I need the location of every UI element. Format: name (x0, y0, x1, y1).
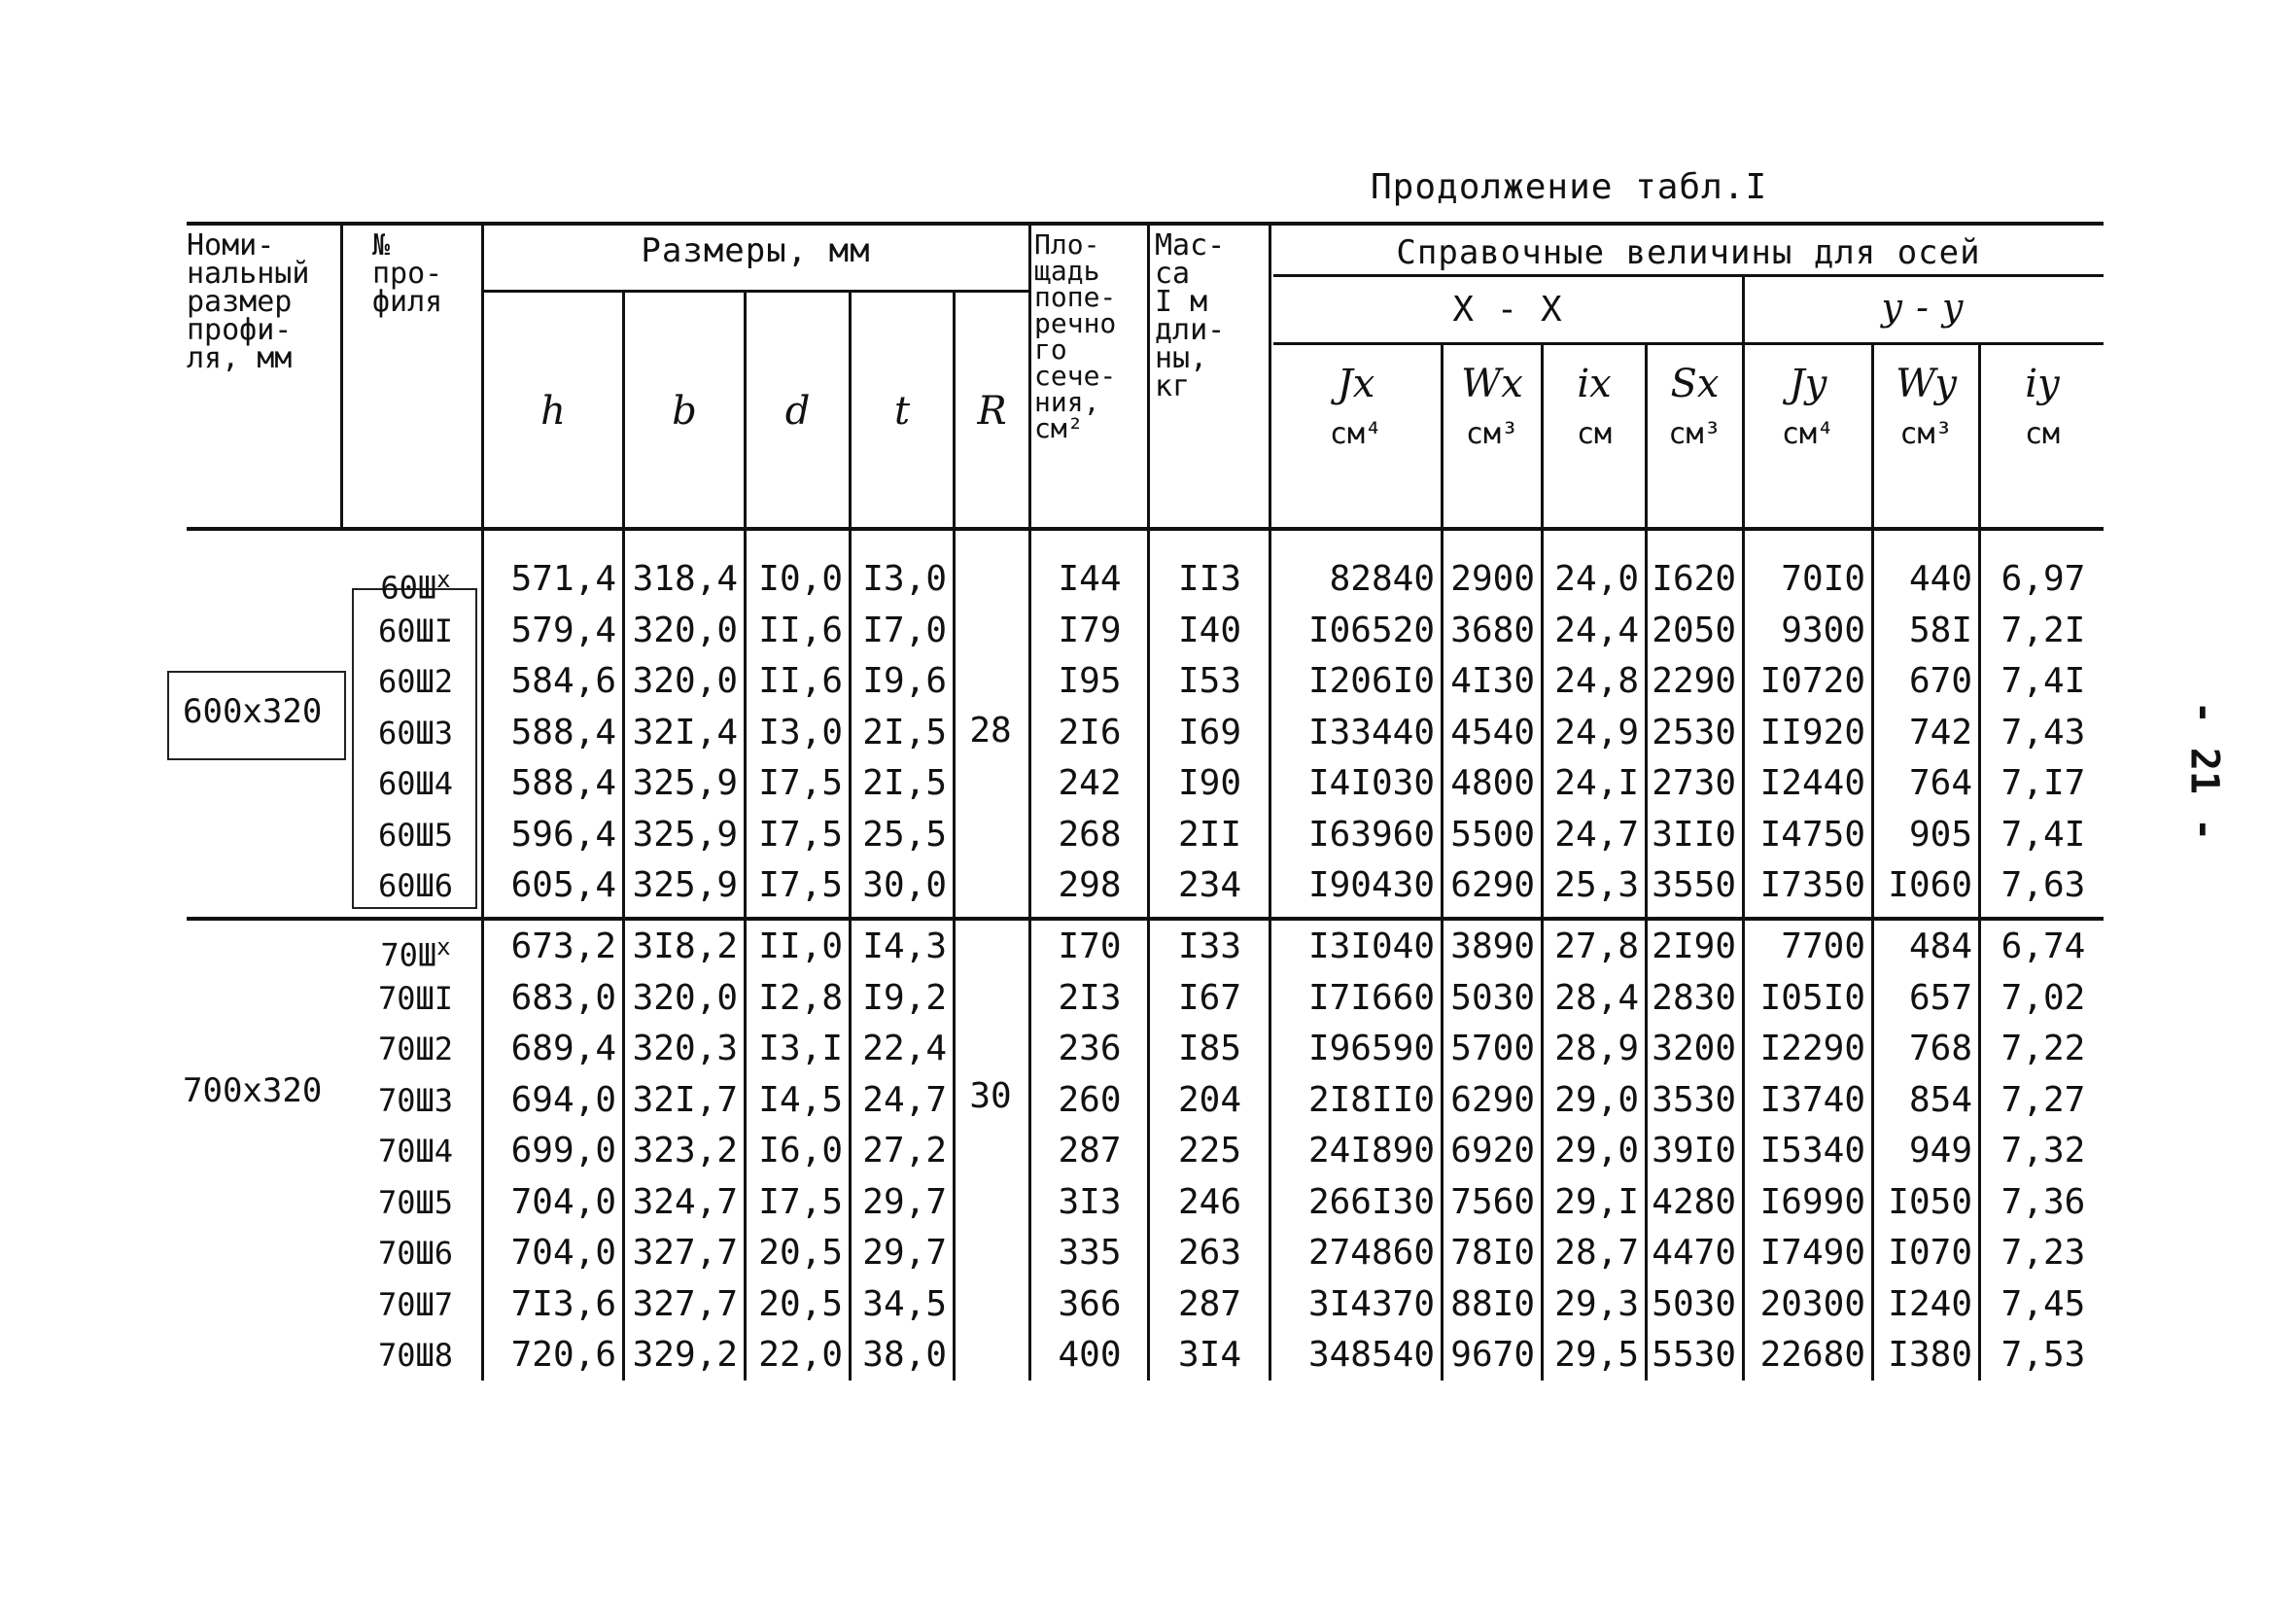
header-bottom-rule (187, 527, 2104, 531)
cell-wx: 5500 (1450, 814, 1535, 855)
cell-wy: 58I (1908, 610, 1972, 650)
cell-iy: 7,32 (2000, 1131, 2086, 1171)
cell-wx: 3890 (1450, 926, 1535, 966)
cell-h: 704,0 (510, 1233, 616, 1273)
cell-ix: 28,9 (1554, 1029, 1639, 1068)
table-row (0, 1024, 2296, 1074)
cell-h: 683,0 (510, 977, 616, 1018)
cell-sx: 3530 (1652, 1079, 1736, 1120)
cell-b: 323,2 (632, 1131, 738, 1171)
cell-b: 329,2 (632, 1335, 738, 1375)
header-dimensions: Размеры, мм (641, 231, 871, 270)
cell-d: I3,I (758, 1029, 843, 1068)
cell-sx: 5030 (1652, 1283, 1736, 1324)
cell-area: I95 (1058, 661, 1122, 701)
cell-jx: I4I030 (1307, 763, 1435, 803)
reference-subheader-rule (1273, 274, 2104, 277)
cell-b: 327,7 (632, 1233, 738, 1273)
cell-profile: 60Ш2 (377, 663, 454, 700)
cell-iy: 7,36 (2000, 1181, 2086, 1222)
cell-sx: 5530 (1652, 1335, 1736, 1375)
cell-wy: 657 (1908, 977, 1972, 1018)
cell-wx: 4800 (1450, 763, 1535, 803)
cell-wy: I060 (1888, 865, 1972, 905)
cell-wy: 440 (1908, 559, 1972, 599)
table-row (0, 922, 2296, 972)
cell-ix: 25,3 (1554, 865, 1639, 905)
cell-profile: 70Ш2 (377, 1031, 454, 1067)
cell-ix: 28,4 (1554, 977, 1639, 1018)
cell-wx: 4I30 (1450, 661, 1535, 701)
header-h: h (540, 389, 566, 434)
table-row (0, 758, 2296, 809)
cell-d: I7,5 (758, 763, 843, 803)
header-b: b (672, 389, 697, 434)
cell-jy: 7700 (1781, 926, 1865, 966)
table-row (0, 656, 2296, 707)
cell-profile: 60Ш3 (377, 714, 454, 752)
cell-h: 689,4 (510, 1029, 616, 1068)
group-nominal-700: 700x320 (183, 1071, 323, 1110)
cell-wx: 3680 (1450, 610, 1535, 650)
cell-ix: 29,I (1554, 1181, 1639, 1222)
cell-area: 260 (1058, 1079, 1122, 1120)
cell-sx: 39I0 (1652, 1131, 1736, 1171)
cell-wx: 9670 (1450, 1335, 1535, 1375)
cell-b: 324,7 (632, 1181, 738, 1222)
cell-jy: I2290 (1759, 1029, 1865, 1068)
table-row (0, 1228, 2296, 1278)
header-profile-number: № про- филя (372, 228, 443, 319)
cell-h: 720,6 (510, 1335, 616, 1375)
cell-t: 27,2 (862, 1131, 947, 1171)
cell-jy: 22680 (1759, 1335, 1865, 1375)
cell-ix: 29,5 (1554, 1335, 1639, 1375)
profile-superscript: x (436, 566, 451, 593)
cell-wx: 78I0 (1450, 1233, 1535, 1273)
cell-t: I3,0 (862, 559, 947, 599)
cell-mass: 225 (1177, 1131, 1242, 1171)
cell-jy: I05I0 (1759, 977, 1865, 1018)
table-row (0, 606, 2296, 656)
cell-b: 3I8,2 (632, 926, 738, 966)
header-wy: Wy (1896, 362, 1957, 406)
table-row (0, 708, 2296, 758)
cell-jx: 24I890 (1307, 1131, 1435, 1171)
cell-wx: 88I0 (1450, 1283, 1535, 1324)
cell-jy: I7490 (1759, 1233, 1865, 1273)
cell-area: 366 (1058, 1283, 1122, 1324)
cell-mass: 3I4 (1177, 1335, 1242, 1375)
cell-area: 3I3 (1058, 1181, 1122, 1222)
cell-t: 38,0 (862, 1335, 947, 1375)
cell-wx: 2900 (1450, 559, 1535, 599)
cell-jx: 3I4370 (1307, 1283, 1435, 1324)
cell-b: 320,0 (632, 661, 738, 701)
cell-b: 320,3 (632, 1029, 738, 1068)
cell-h: 596,4 (510, 814, 616, 855)
cell-mass: 204 (1177, 1079, 1242, 1120)
cell-jy: I4750 (1759, 814, 1865, 855)
cell-b: 318,4 (632, 559, 738, 599)
cell-area: 242 (1058, 763, 1122, 803)
cell-sx: 3II0 (1652, 814, 1736, 855)
cell-t: I9,6 (862, 661, 947, 701)
group-r-600: 28 (969, 711, 1012, 751)
cell-d: I4,5 (758, 1079, 843, 1120)
cell-wx: 5700 (1450, 1029, 1535, 1068)
header-axis-x: X - X (1452, 290, 1563, 330)
cell-area: 2I3 (1058, 977, 1122, 1018)
cell-jx: 266I30 (1307, 1181, 1435, 1222)
cell-jy: 70I0 (1781, 559, 1865, 599)
unit-iy: см (2024, 417, 2061, 451)
cell-jx: I96590 (1307, 1029, 1435, 1068)
cell-jx: I7I660 (1307, 977, 1435, 1018)
cell-h: 605,4 (510, 865, 616, 905)
cell-mass: I53 (1177, 661, 1242, 701)
cell-profile: 70Ш3 (377, 1081, 454, 1119)
cell-h: 588,4 (510, 763, 616, 803)
cell-jx: I90430 (1307, 865, 1435, 905)
cell-iy: 7,23 (2000, 1233, 2086, 1273)
cell-ix: 24,4 (1554, 610, 1639, 650)
cell-wx: 6290 (1450, 1079, 1535, 1120)
unit-wy: см³ (1899, 417, 1953, 451)
header-wx: Wx (1461, 362, 1523, 406)
cell-wy: 742 (1908, 712, 1972, 752)
cell-mass: I90 (1177, 763, 1242, 803)
cell-b: 32I,7 (632, 1079, 738, 1120)
cell-area: 287 (1058, 1131, 1122, 1171)
cell-b: 320,0 (632, 977, 738, 1018)
cell-wy: I070 (1888, 1233, 1972, 1273)
cell-h: 694,0 (510, 1079, 616, 1120)
cell-h: 588,4 (510, 712, 616, 752)
cell-sx: 2830 (1652, 977, 1736, 1018)
cell-sx: 2I90 (1652, 926, 1736, 966)
cell-iy: 7,63 (2000, 865, 2086, 905)
cell-wy: I240 (1888, 1283, 1972, 1324)
cell-jx: I63960 (1307, 814, 1435, 855)
cell-profile: $70Ш^x$ (380, 933, 451, 974)
cell-area: 298 (1058, 865, 1122, 905)
cell-t: 30,0 (862, 865, 947, 905)
cell-area: I44 (1058, 559, 1122, 599)
unit-jy: см⁴ (1781, 417, 1835, 451)
cell-d: I0,0 (758, 559, 843, 599)
cell-jx: 82840 (1329, 559, 1435, 599)
cell-d: 20,5 (758, 1233, 843, 1273)
cell-profile: 60Ш5 (377, 816, 454, 854)
cell-ix: 29,0 (1554, 1079, 1639, 1120)
cell-ix: 28,7 (1554, 1233, 1639, 1273)
cell-jx: 274860 (1307, 1233, 1435, 1273)
table-row (0, 1126, 2296, 1176)
header-t: t (893, 389, 911, 434)
cell-mass: I69 (1177, 712, 1242, 752)
cell-h: 579,4 (510, 610, 616, 650)
cell-area: I79 (1058, 610, 1122, 650)
header-ix: ix (1577, 362, 1612, 406)
cell-ix: 24,9 (1554, 712, 1639, 752)
cell-ix: 24,8 (1554, 661, 1639, 701)
table-row (0, 1177, 2296, 1228)
unit-sx: см³ (1668, 417, 1722, 451)
header-axis-y: y - y (1881, 286, 1965, 329)
cell-profile: 60Ш6 (377, 867, 454, 904)
cell-iy: 6,97 (2000, 559, 2086, 599)
cell-jy: II920 (1759, 712, 1865, 752)
cell-wy: 949 (1908, 1131, 1972, 1171)
cell-profile: 70Ш8 (377, 1337, 454, 1374)
table-caption: Продолжение табл.I (1371, 167, 1768, 207)
cell-mass: I33 (1177, 926, 1242, 966)
cell-sx: 2290 (1652, 661, 1736, 701)
header-d: d (784, 389, 811, 434)
cell-d: I7,5 (758, 865, 843, 905)
cell-h: 584,6 (510, 661, 616, 701)
cell-d: II,0 (758, 926, 843, 966)
group-r-700: 30 (969, 1076, 1012, 1116)
header-nominal-size: Номи- нальный размер профи- ля, мм (187, 228, 310, 375)
header-iy: iy (2025, 362, 2060, 406)
cell-iy: 7,53 (2000, 1335, 2086, 1375)
cell-area: I70 (1058, 926, 1122, 966)
cell-t: 25,5 (862, 814, 947, 855)
unit-jx: см⁴ (1329, 417, 1383, 451)
cell-iy: 7,02 (2000, 977, 2086, 1018)
cell-iy: 7,27 (2000, 1079, 2086, 1120)
cell-jx: I33440 (1307, 712, 1435, 752)
table-row (0, 1075, 2296, 1126)
table-row (0, 810, 2296, 860)
header-r: R (977, 389, 1007, 434)
cell-iy: 7,2I (2000, 610, 2086, 650)
cell-profile: 70Ш5 (377, 1183, 454, 1221)
cell-b: 325,9 (632, 865, 738, 905)
cell-t: 24,7 (862, 1079, 947, 1120)
cell-area: 2I6 (1058, 712, 1122, 752)
cell-sx: 3200 (1652, 1029, 1736, 1068)
cell-iy: 6,74 (2000, 926, 2086, 966)
cell-d: I2,8 (758, 977, 843, 1018)
cell-wx: 5030 (1450, 977, 1535, 1018)
unit-wx: см³ (1465, 417, 1519, 451)
cell-b: 320,0 (632, 610, 738, 650)
cell-sx: 2530 (1652, 712, 1736, 752)
cell-profile: 70ШI (377, 979, 454, 1017)
header-mass: Мас- са I м дли- ны, кг (1155, 228, 1226, 403)
cell-d: I3,0 (758, 712, 843, 752)
cell-h: 673,2 (510, 926, 616, 966)
cell-profile: $60Ш^x$ (380, 566, 451, 607)
group-nominal-600: 600x320 (183, 692, 323, 731)
cell-jy: I2440 (1759, 763, 1865, 803)
cell-profile: 60ШI (377, 612, 454, 649)
table-row (0, 1279, 2296, 1330)
cell-area: 236 (1058, 1029, 1122, 1068)
table-row (0, 973, 2296, 1024)
header-jy: Jy (1789, 362, 1827, 406)
table-row (0, 554, 2296, 605)
cell-wy: 670 (1908, 661, 1972, 701)
cell-ix: 24,0 (1554, 559, 1639, 599)
cell-jy: I3740 (1759, 1079, 1865, 1120)
cell-iy: 7,4I (2000, 661, 2086, 701)
cell-area: 400 (1058, 1335, 1122, 1375)
header-reference-values: Справочные величины для осей (1396, 233, 1981, 272)
cell-t: 22,4 (862, 1029, 947, 1068)
cell-ix: 29,0 (1554, 1131, 1639, 1171)
cell-wx: 4540 (1450, 712, 1535, 752)
cell-wy: I050 (1888, 1181, 1972, 1222)
cell-ix: 27,8 (1554, 926, 1639, 966)
unit-ix: см (1576, 417, 1613, 451)
cell-iy: 7,22 (2000, 1029, 2086, 1068)
cell-jx: 348540 (1307, 1335, 1435, 1375)
cell-iy: 7,45 (2000, 1283, 2086, 1324)
cell-t: I9,2 (862, 977, 947, 1018)
cell-wy: 854 (1908, 1079, 1972, 1120)
cell-mass: 234 (1177, 865, 1242, 905)
cell-jy: I7350 (1759, 865, 1865, 905)
cell-mass: 287 (1177, 1283, 1242, 1324)
group-separator-rule (187, 917, 2104, 921)
cell-t: 29,7 (862, 1233, 947, 1273)
cell-sx: 2050 (1652, 610, 1736, 650)
cell-wy: 484 (1908, 926, 1972, 966)
cell-t: 2I,5 (862, 712, 947, 752)
cell-mass: 2II (1177, 814, 1242, 855)
cell-profile: 70Ш7 (377, 1285, 454, 1323)
dims-subheader-rule (481, 290, 1030, 293)
cell-mass: I40 (1177, 610, 1242, 650)
cell-wy: 905 (1908, 814, 1972, 855)
cell-h: 571,4 (510, 559, 616, 599)
cell-iy: 7,43 (2000, 712, 2086, 752)
cell-sx: 3550 (1652, 865, 1736, 905)
table-row (0, 1330, 2296, 1381)
header-area: Пло- щадь попе- речно го сече- ния, см² (1034, 228, 1117, 444)
cell-h: 699,0 (510, 1131, 616, 1171)
cell-b: 327,7 (632, 1283, 738, 1324)
cell-b: 32I,4 (632, 712, 738, 752)
cell-sx: 4280 (1652, 1181, 1736, 1222)
header-sx: Sx (1670, 362, 1720, 406)
cell-ix: 24,7 (1554, 814, 1639, 855)
cell-wx: 6920 (1450, 1131, 1535, 1171)
cell-jx: I06520 (1307, 610, 1435, 650)
cell-ix: 24,I (1554, 763, 1639, 803)
cell-t: I7,0 (862, 610, 947, 650)
cell-area: 268 (1058, 814, 1122, 855)
col-rule (340, 222, 343, 529)
cell-profile: 70Ш6 (377, 1235, 454, 1272)
cell-iy: 7,I7 (2000, 763, 2086, 803)
cell-d: II,6 (758, 661, 843, 701)
cell-t: 34,5 (862, 1283, 947, 1324)
cell-d: I7,5 (758, 1181, 843, 1222)
profile-superscript: x (436, 933, 451, 961)
cell-d: II,6 (758, 610, 843, 650)
cell-wy: 764 (1908, 763, 1972, 803)
cell-t: 29,7 (862, 1181, 947, 1222)
cell-sx: 4470 (1652, 1233, 1736, 1273)
cell-h: 7I3,6 (510, 1283, 616, 1324)
cell-jy: 20300 (1759, 1283, 1865, 1324)
cell-mass: I85 (1177, 1029, 1242, 1068)
cell-ix: 29,3 (1554, 1283, 1639, 1324)
cell-sx: 2730 (1652, 763, 1736, 803)
cell-jx: I3I040 (1307, 926, 1435, 966)
cell-h: 704,0 (510, 1181, 616, 1222)
cell-area: 335 (1058, 1233, 1122, 1273)
cell-iy: 7,4I (2000, 814, 2086, 855)
cell-wy: 768 (1908, 1029, 1972, 1068)
cell-jx: I206I0 (1307, 661, 1435, 701)
page-number: - 21 - (2181, 700, 2227, 842)
cell-mass: II3 (1177, 559, 1242, 599)
cell-jy: I6990 (1759, 1181, 1865, 1222)
cell-wx: 7560 (1450, 1181, 1535, 1222)
cell-profile: 70Ш4 (377, 1133, 454, 1170)
cell-t: 2I,5 (862, 763, 947, 803)
header-jx: Jx (1337, 362, 1375, 406)
table-top-rule (187, 222, 2104, 226)
cell-jy: I0720 (1759, 661, 1865, 701)
cell-profile: 60Ш4 (377, 765, 454, 802)
cell-d: 20,5 (758, 1283, 843, 1324)
table-row (0, 860, 2296, 911)
cell-t: I4,3 (862, 926, 947, 966)
cell-b: 325,9 (632, 814, 738, 855)
cell-mass: 263 (1177, 1233, 1242, 1273)
cell-d: I7,5 (758, 814, 843, 855)
cell-jy: I5340 (1759, 1131, 1865, 1171)
cell-jx: 2I8II0 (1307, 1079, 1435, 1120)
cell-d: 22,0 (758, 1335, 843, 1375)
cell-b: 325,9 (632, 763, 738, 803)
cell-wy: I380 (1888, 1335, 1972, 1375)
cell-sx: I620 (1652, 559, 1736, 599)
cell-d: I6,0 (758, 1131, 843, 1171)
cell-mass: I67 (1177, 977, 1242, 1018)
cell-mass: 246 (1177, 1181, 1242, 1222)
cell-wx: 6290 (1450, 865, 1535, 905)
cell-jy: 9300 (1781, 610, 1865, 650)
